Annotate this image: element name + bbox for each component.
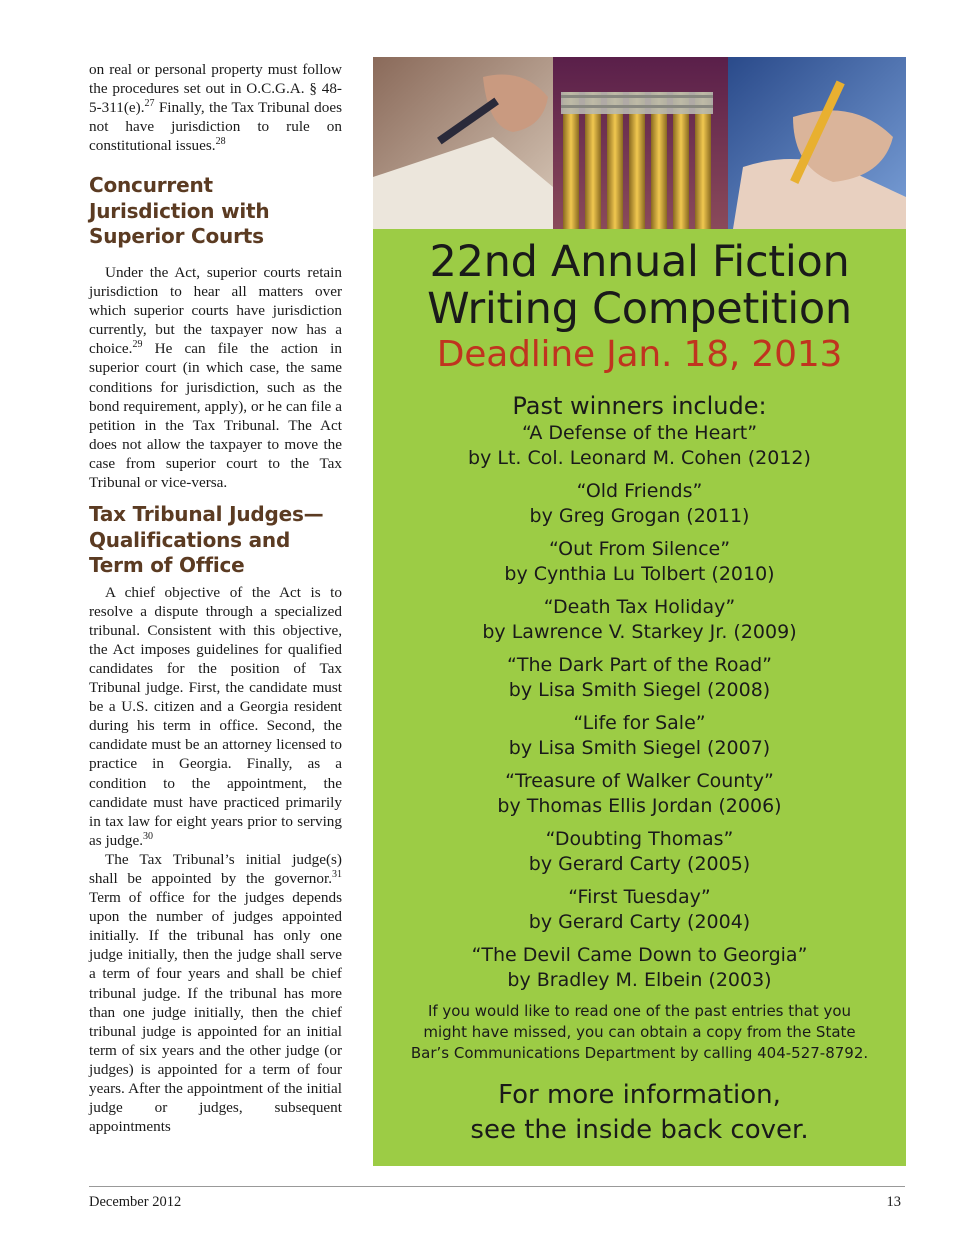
winner-title: “Treasure of Walker County”	[505, 770, 774, 792]
ad-text	[373, 229, 906, 1148]
winner-entry	[373, 943, 906, 993]
winner-entry	[373, 711, 906, 761]
fiction-competition-ad	[373, 57, 906, 1166]
winner-entry	[373, 885, 906, 935]
past-winners-heading: Past winners include:	[512, 392, 767, 420]
paragraph: The Tax Tribunal’s initial judge(s) shall be appointed by the governor.$^{31}$ Term of office for the judges depends upon the number of judges appointed initially. If the tribunal has only one judge initially, then the judge shall serve a term of four years and shall be chief tribunal judge. If the tribunal has more than one judge initially, then the chief tribunal judge is appointed for an initial term of six years and the other judge (or judges) is appointed for a term of four years. After the appointment of the initial judge or judges, subsequent appointments	[89, 850, 342, 1136]
footer-rule	[89, 1186, 905, 1187]
paragraph: A chief objective of the Act is to resolve a dispute through a specialized tribunal. Consistent with this objective, the Act imposes guidelines for qualified candidates for the position of Tax Tribunal judge. First, the candidate must be a U.S. citizen and a Georgia resident during his term in office. Second, the candidate must be an attorney licensed to practice in Georgia. Finally, as a condition to the appointment, the candidate must have practiced primarily in tax law for eight years prior to serving as judge.$^{30}$	[89, 583, 342, 849]
ad-title-line1: 22nd Annual Fiction	[429, 237, 850, 287]
winner-author: by Greg Grogan (2011)	[529, 505, 750, 527]
winner-title: “Old Friends”	[576, 480, 703, 502]
winner-title: “Life for Sale”	[573, 712, 706, 734]
winner-author: by Lt. Col. Leonard M. Cohen (2012)	[468, 447, 811, 469]
winner-entry	[373, 769, 906, 819]
paragraph: on real or personal property must follow the procedures set out in O.C.G.A. § 48-5-311(e).$^{27}$ Finally, the Tax Tribunal does not have jurisdiction to rule on constitutional issues.$^{28}$	[89, 61, 342, 155]
winner-title: “A Defense of the Heart”	[521, 422, 758, 444]
footnote-ref: 27	[144, 98, 155, 110]
paragraph: Under the Act, superior courts retain jurisdiction to hear all matters over which superior courts have jurisdiction currently, but the taxpayer now has a choice.$^{29}$ He can file the action in superior court (in which case, the same conditions for jurisdiction, such as the bond requirement, apply), or he can file a petition in the Tax Tribunal. The Act does not allow the taxpayer to move the case from superior court to the Tax Tribunal or vice-versa.	[89, 263, 342, 491]
more-info-line1: For more information,	[498, 1080, 781, 1110]
winner-author: by Gerard Carty (2005)	[528, 853, 751, 875]
more-info-line2: see the inside back cover.	[470, 1115, 809, 1145]
section-heading: Tax Tribunal Judges— Qualifications and Term of Office	[89, 502, 324, 578]
winner-title: “The Dark Part of the Road”	[507, 654, 772, 676]
winner-author: by Gerard Carty (2004)	[528, 911, 751, 933]
section-heading: Concurrent Jurisdiction with Superior Courts	[89, 173, 270, 249]
winner-title: “First Tuesday”	[568, 886, 711, 908]
page-number: 13	[886, 1194, 901, 1210]
winner-entry	[373, 479, 906, 529]
footer-date: December 2012	[89, 1194, 182, 1210]
footnote-ref: 29	[132, 339, 143, 351]
deadline: Deadline Jan. 18, 2013	[436, 334, 843, 375]
footnote-ref: 31	[332, 869, 342, 880]
winner-title: “Doubting Thomas”	[545, 828, 734, 850]
winner-title: “Out From Silence”	[548, 538, 731, 560]
winner-entry	[373, 653, 906, 703]
winner-entry	[373, 595, 906, 645]
winner-author: by Lawrence V. Starkey Jr. (2009)	[482, 621, 797, 643]
pencils-photo	[373, 57, 906, 229]
ad-title-line2: Writing Competition	[427, 284, 852, 334]
winner-entry	[373, 537, 906, 587]
winner-title: “The Devil Came Down to Georgia”	[471, 944, 808, 966]
winner-entry	[373, 827, 906, 877]
winner-author: by Cynthia Lu Tolbert (2010)	[504, 563, 775, 585]
winner-entry	[373, 421, 906, 471]
article-column	[89, 60, 342, 1136]
winner-author: by Lisa Smith Siegel (2007)	[508, 737, 771, 759]
winner-author: by Thomas Ellis Jordan (2006)	[497, 795, 782, 817]
winner-title: “Death Tax Holiday”	[543, 596, 736, 618]
winner-author: by Bradley M. Elbein (2003)	[507, 969, 772, 991]
winner-author: by Lisa Smith Siegel (2008)	[508, 679, 771, 701]
footnote-ref: 30	[143, 830, 153, 842]
copy-request-note: If you would like to read one of the past entries that you might have missed, you can obtain a copy from the State Bar’s Communications Department by calling 404-527-8792.	[410, 1002, 869, 1062]
footnote-ref: 28	[215, 136, 226, 148]
